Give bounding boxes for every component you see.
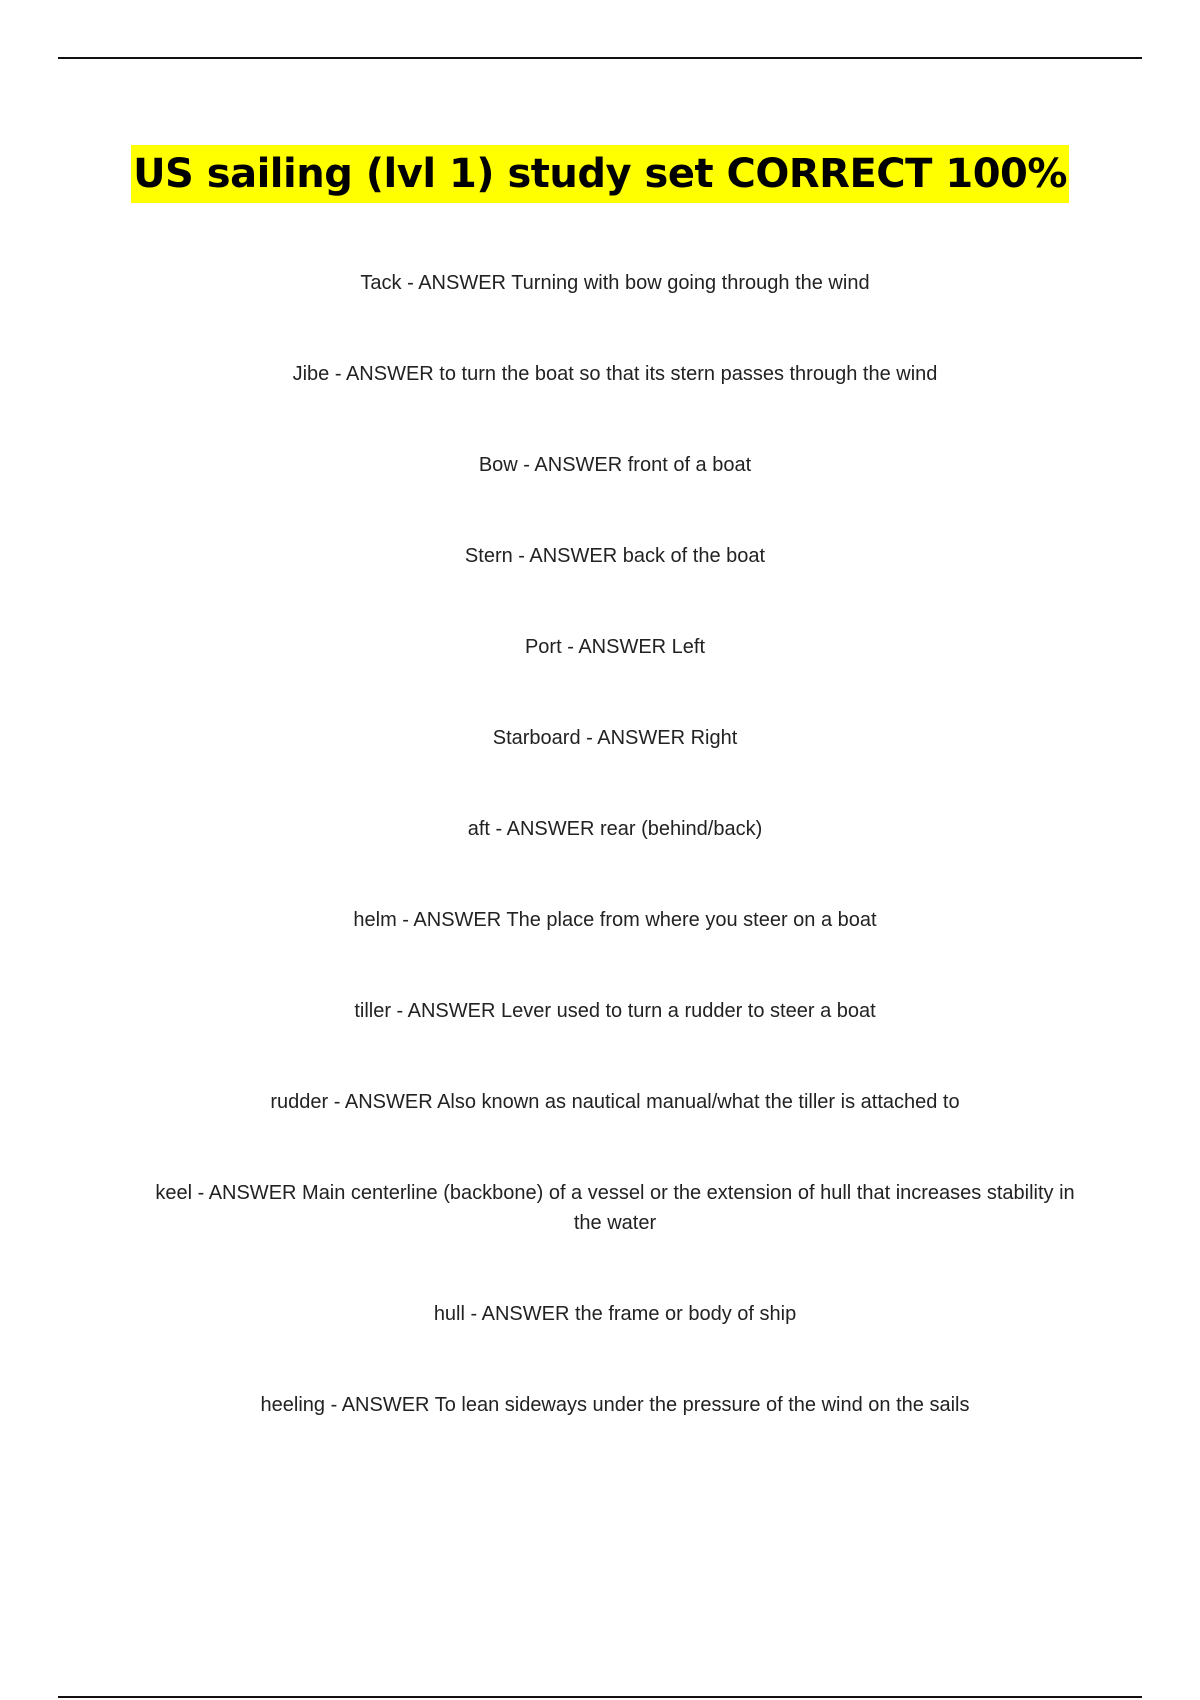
term-entry-helm: helm - ANSWER The place from where you steer on a boat <box>353 909 877 931</box>
term-entry-jibe: Jibe - ANSWER to turn the boat so that its stern passes through the wind <box>292 363 938 385</box>
term-entry-heeling: heeling - ANSWER To lean sideways under the pressure of the wind on the sails <box>260 1394 970 1416</box>
term-entry-bow: Bow - ANSWER front of a boat <box>478 454 752 476</box>
footer-rule <box>58 1696 1142 1698</box>
term-entry-stern: Stern - ANSWER back of the boat <box>464 545 766 567</box>
document-title: US sailing (lvl 1) study set CORRECT 100% <box>131 145 1069 203</box>
term-entry-tiller: tiller - ANSWER Lever used to turn a rudder to steer a boat <box>354 1000 876 1022</box>
header-rule <box>58 57 1142 59</box>
title-block <box>0 145 1200 203</box>
term-entry-hull: hull - ANSWER the frame or body of ship <box>433 1303 797 1325</box>
term-list <box>150 268 1080 1481</box>
term-entry-tack: Tack - ANSWER Turning with bow going through the wind <box>360 272 870 294</box>
term-entry-rudder: rudder - ANSWER Also known as nautical manual/what the tiller is attached to <box>270 1091 960 1113</box>
term-entry-keel: keel - ANSWER Main centerline (backbone) of a vessel or the extension of hull that increases stability in the water <box>155 1182 1075 1234</box>
term-entry-aft: aft - ANSWER rear (behind/back) <box>467 818 763 840</box>
term-entry-port: Port - ANSWER Left <box>524 636 706 658</box>
term-entry-starboard: Starboard - ANSWER Right <box>492 727 738 749</box>
